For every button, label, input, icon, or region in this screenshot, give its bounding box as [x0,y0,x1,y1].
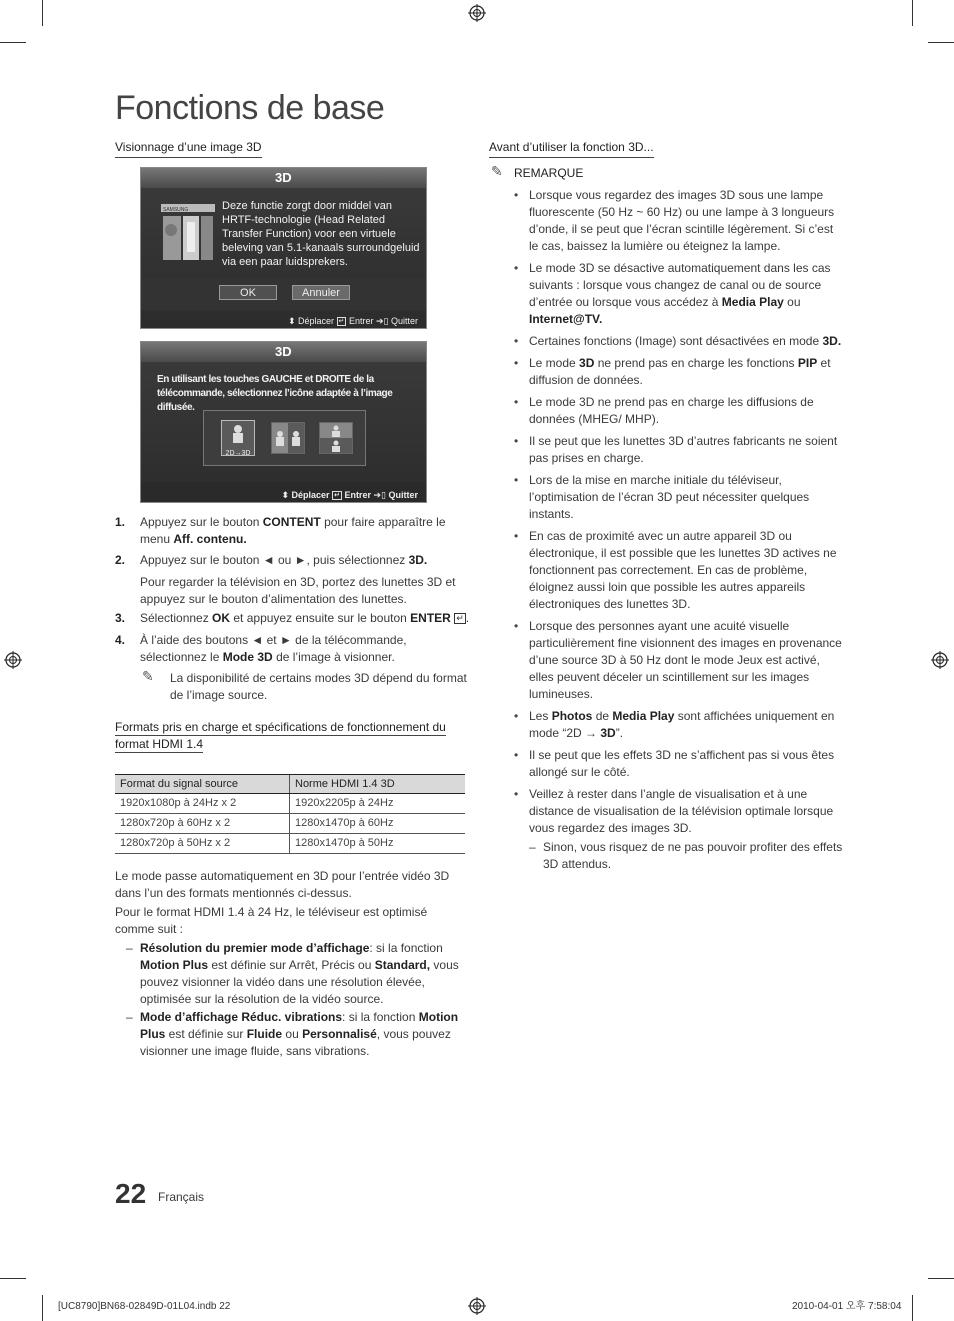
registration-mark-icon [468,1297,486,1315]
list-item: • Lors de la mise en marche initiale du téléviseur, l’optimisation de l’écran 3D peut nécessiter quelques instants. [514,472,844,523]
list-item: • Lorsque vous regardez des images 3D sous une lampe fluorescente (50 Hz ~ 60 Hz) ou une lampe à 3 longueurs d’onde, il se peut que l’écran scintille légèrement. Si c’est le cas, baissez la lumière ou éteignez la lampe. [514,187,844,255]
enter-icon: ↵ [338,318,345,326]
exit-icon: ➔▯ [373,490,386,500]
list-item: • Il se peut que les effets 3D ne s’affichent pas si vous êtes allongé sur le côté. [514,747,844,781]
button-bar [141,278,426,310]
step-text: Appuyez sur le bouton ◄ ou ►, puis sélectionnez 3D. [140,553,428,567]
crop-mark [42,1295,43,1321]
mode-side-by-side[interactable] [271,422,305,454]
menu-description: En utilisant les touches GAUCHE et DROITE de la télécommande, sélectionnez l’icône adaptée à l’image diffusée. [157,374,393,413]
menu-footer: ⬍ Déplacer ↵ Entrer ➔▯ Quitter [287,316,418,326]
cancel-button[interactable]: Annuler [292,285,350,300]
move-icon: ⬍ [287,316,296,326]
ok-button[interactable]: OK [219,285,277,300]
mode-label: 2D→3D [225,450,251,457]
top-bottom-icon [320,423,352,453]
paragraph: Le mode passe automatiquement en 3D pour l’entrée vidéo 3D dans l’un des formats mentionnés ci-dessus. [115,869,450,900]
print-footer-left: [UC8790]BN68-02849D-01L04.indb 22 [58,1301,231,1312]
table-cell: 1920x1080p à 24Hz x 2 [115,794,290,814]
table-header: Norme HDMI 1.4 3D [290,775,466,794]
list-item: • Veillez à rester dans l’angle de visualisation et à une distance de visualisation de la télévision optimale lorsque vous regardez des images 3D. – Sinon, vous risquez de ne pas pouvoir profiter des effets 3D attendus. [514,786,844,873]
paragraph: Pour le format HDMI 1.4 à 24 Hz, le téléviseur est optimisé comme suit : [115,905,428,936]
tv-menu-screenshot [140,167,427,329]
note-pencil-icon: ✎ [142,668,154,684]
table-cell: 1280x720p à 60Hz x 2 [115,814,290,834]
table-row [115,794,465,814]
table-row [115,834,465,854]
3d-logo-icon [159,200,217,264]
enter-icon: ↵ [334,492,340,500]
list-item: • Le mode 3D ne prend pas en charge les diffusions de données (MHEG/ MHP). [514,394,844,428]
crop-mark [42,0,43,26]
page-title: Fonctions de base [115,89,385,127]
registration-mark-icon [931,651,949,669]
list-item: • Il se peut que les lunettes 3D d’autres fabricants ne soient pas prises en charge. [514,433,844,467]
menu-footer: ⬍ Déplacer ↵ Entrer ➔▯ Quitter [281,490,418,500]
list-item: • Certaines fonctions (Image) sont désactivées en mode 3D. [514,333,844,350]
print-footer-right: 2010-04-01 오후 7:58:04 [792,1301,902,1312]
crop-mark [0,1278,26,1279]
table-cell: 1280x1470p à 60Hz [290,814,466,834]
list-item: • Le mode 3D se désactive automatiquement dans les cas suivants : lorsque vous changez de canal ou de source d’entrée ou lorsque vous accédez à Media Play ou Internet@TV. [514,260,844,328]
crop-mark [912,1295,913,1321]
table-row [115,814,465,834]
list-item: • Les Photos de Media Play sont affichées uniquement en mode “2D → 3D”. [514,708,844,742]
section-heading: Formats pris en charge et spécifications de fonctionnement du format HDMI 1.4 [115,720,446,751]
crop-mark [912,0,913,26]
step-detail: Pour regarder la télévision en 3D, portez des lunettes 3D et appuyez sur le bouton d’alimentation des lunettes. [140,575,456,606]
move-icon: ⬍ [281,490,289,500]
dash-item: – Mode d’affichage Réduc. vibrations: si la fonction Motion Plus est définie sur Fluide ou Personnalisé, vous pouvez visionner une image fluide, sans vibrations. [126,1010,459,1058]
step-number: 1. [115,515,126,529]
page-number: 22 [115,1178,147,1209]
step-number: 4. [115,633,126,647]
crop-mark [928,42,954,43]
table-cell: 1280x720p à 50Hz x 2 [115,834,290,854]
svg-text:SAMSUNG: SAMSUNG [163,207,189,213]
list-item: • En cas de proximité avec un autre appareil 3D ou électronique, il est possible que les lunettes 3D actives ne fonctionnent pas correctement. En cas de problème, éloignez aussi loin que possible les autres appareils électroniques des lunettes 3D. [514,528,844,613]
enter-icon: ↵ [456,613,464,624]
list-item: • Le mode 3D ne prend pas en charge les fonctions PIP et diffusion de données. [514,355,844,389]
menu-title: 3D [141,342,426,362]
table-cell: 1920x2205p à 24Hz [290,794,466,814]
section-heading: Avant d’utiliser la fonction 3D... [489,139,654,158]
side-by-side-icon [272,423,304,453]
step-number: 3. [115,611,126,625]
step-text: À l’aide des boutons ◄ et ► de la télécommande, sélectionnez le Mode 3D de l’image à visionner. [140,633,407,664]
section-heading: Visionnage d’une image 3D [115,139,262,158]
format-table [115,774,465,854]
mode-2d-to-3d[interactable] [221,420,255,456]
list-item: • Lorsque des personnes ayant une acuité visuelle particulièrement fine visionnent des images en provenance d’une source 3D à 50 Hz dont le mode Jeux est activé, elles peuvent déceler un scintillement sur les images lumineuses. [514,618,844,703]
registration-mark-icon [468,4,486,22]
dash-item: – Résolution du premier mode d’affichage: si la fonction Motion Plus est définie sur Arrêt, Précis ou Standard, vous pouvez visionner la vidéo dans une résolution élevée, optimisée sur la résolution de la vidéo source. [126,941,459,1006]
mode-top-bottom[interactable] [319,422,353,454]
language-label: Français [158,1190,205,1204]
person-icon [222,421,254,445]
table-header: Format du signal source [115,775,290,794]
step-text: Appuyez sur le bouton CONTENT pour faire apparaître le menu Aff. contenu. [140,515,446,546]
tv-menu-screenshot [140,341,427,503]
step-text: Sélectionnez OK et appuyez ensuite sur le bouton ENTER ↵ . [140,611,470,625]
menu-description: Deze functie zorgt door middel van HRTF-technologie (Head Related Transfer Function) voor een virtuele beleving van 5.1-kanaals surroundgeluid via een paar luidsprekers. [222,200,420,268]
note-pencil-icon: ✎ [491,163,503,179]
sub-item: – Sinon, vous risquez de ne pas pouvoir profiter des effets 3D attendus. [529,839,844,873]
exit-icon: ➔▯ [375,316,389,326]
registration-mark-icon [4,651,22,669]
note-label: REMARQUE [514,166,584,180]
note-list [514,187,844,878]
table-cell: 1280x1470p à 50Hz [290,834,466,854]
crop-mark [928,1278,954,1279]
step-note: La disponibilité de certains modes 3D dépend du format de l’image source. [170,671,467,702]
crop-mark [0,42,26,43]
menu-title: 3D [141,168,426,188]
step-number: 2. [115,553,126,567]
